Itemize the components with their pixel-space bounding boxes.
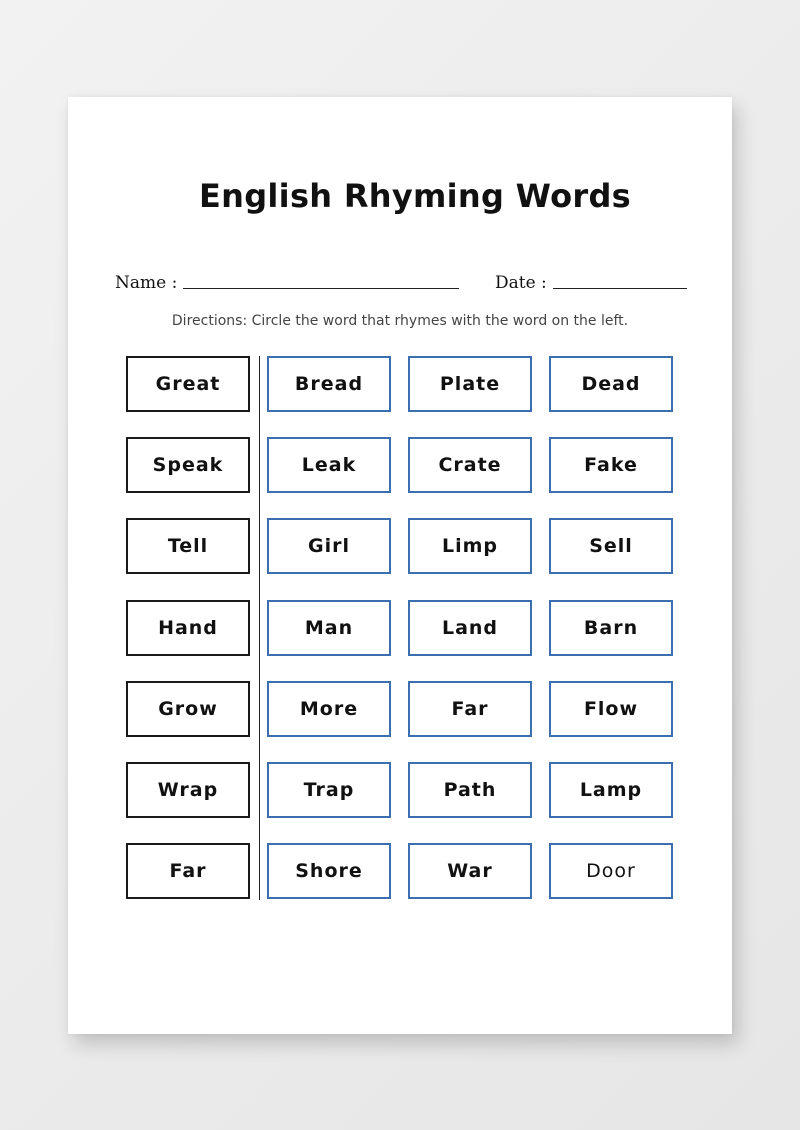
target-word-box: Wrap [126,762,250,818]
option-word-box[interactable]: Shore [267,843,391,899]
target-word-box: Grow [126,681,250,737]
name-input-line[interactable] [183,287,459,289]
option-word-box[interactable]: Limp [408,518,532,574]
option-word-box[interactable]: Path [408,762,532,818]
option-word-box[interactable]: Door [549,843,673,899]
date-input-line[interactable] [553,287,687,289]
worksheet-page [68,97,732,1034]
option-word-box[interactable]: Bread [267,356,391,412]
target-word-box: Great [126,356,250,412]
directions-text: Directions: Circle the word that rhymes with the word on the left. [171,313,629,329]
rhyme-row [126,356,674,412]
option-word-box[interactable]: Dead [549,356,673,412]
option-word-box[interactable]: Man [267,600,391,656]
option-word-box[interactable]: Lamp [549,762,673,818]
worksheet-title: English Rhyming Words [198,177,632,215]
option-word-box[interactable]: Crate [408,437,532,493]
option-word-box[interactable]: War [408,843,532,899]
option-word-box[interactable]: Leak [267,437,391,493]
rhyme-row [126,437,674,493]
date-label: Date : [495,273,547,293]
target-word-box: Tell [126,518,250,574]
option-word-box[interactable]: Sell [549,518,673,574]
target-word-box: Hand [126,600,250,656]
name-field [115,273,459,293]
option-word-box[interactable]: Flow [549,681,673,737]
rhyme-row [126,843,674,899]
rhyme-row [126,762,674,818]
option-word-box[interactable]: Barn [549,600,673,656]
option-word-box[interactable]: Plate [408,356,532,412]
name-label: Name : [115,273,178,293]
rhyme-row [126,600,674,656]
target-word-box: Speak [126,437,250,493]
option-word-box[interactable]: Girl [267,518,391,574]
date-field [495,273,687,293]
rhyme-row [126,681,674,737]
target-word-box: Far [126,843,250,899]
option-word-box[interactable]: Fake [549,437,673,493]
option-word-box[interactable]: Trap [267,762,391,818]
option-word-box[interactable]: Land [408,600,532,656]
option-word-box[interactable]: More [267,681,391,737]
option-word-box[interactable]: Far [408,681,532,737]
rhyme-row [126,518,674,574]
